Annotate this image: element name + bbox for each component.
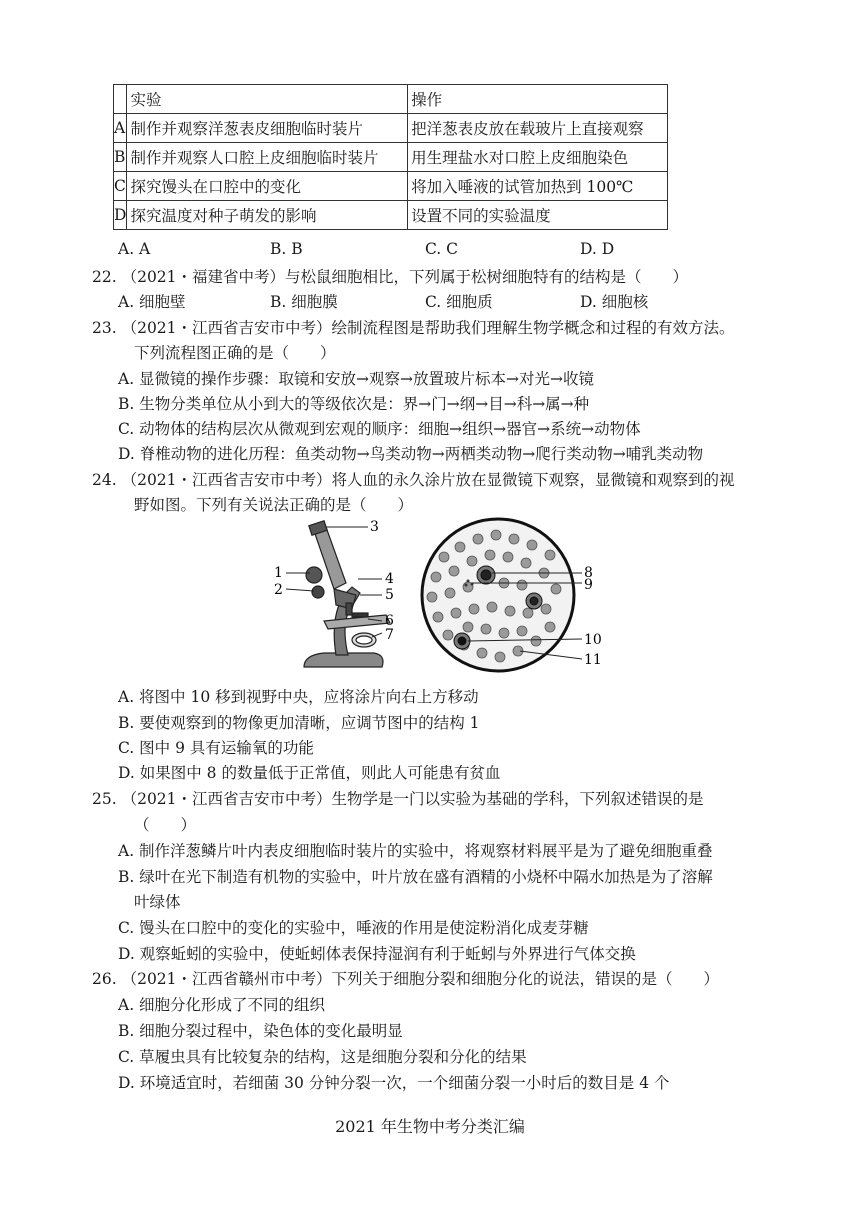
q22-option-c: C. 细胞质: [425, 293, 493, 311]
figure-label-6: 6: [385, 613, 394, 629]
table-header-operation: 操作: [408, 85, 668, 114]
microscope-icon: [304, 521, 390, 667]
table-cell-experiment: 探究馒头在口腔中的变化: [127, 172, 408, 201]
q21-option-d: D. D: [580, 240, 615, 258]
q26-stem: 26. （2021・江西省赣州市中考）下列关于细胞分裂和细胞分化的说法，错误的是（ ）: [92, 970, 720, 988]
q22-stem: 22. （2021・福建省中考）与松鼠细胞相比，下列属于松树细胞特有的结构是（ ）: [92, 268, 689, 286]
q26-option-a: A. 细胞分化形成了不同的组织: [118, 996, 326, 1014]
figure-label-7: 7: [385, 627, 394, 643]
table-cell-key: B: [114, 143, 127, 172]
q25-option-b-cont: 叶绿体: [134, 893, 181, 911]
q23-option-a: A. 显微镜的操作步骤：取镜和安放→观察→放置玻片标本→对光→收镜: [118, 370, 594, 388]
table-cell-operation: 将加入唾液的试管加热到 100℃: [408, 172, 668, 201]
table-header-key: [114, 85, 127, 114]
figure-label-1: 1: [274, 565, 283, 581]
figure-label-2: 2: [274, 582, 283, 598]
table-header-row: [114, 85, 668, 114]
q23-stem-line2: 下列流程图正确的是（ ）: [134, 344, 336, 362]
table-cell-experiment: 制作并观察人口腔上皮细胞临时装片: [127, 143, 408, 172]
q26-option-b: B. 细胞分裂过程中，染色体的变化最明显: [118, 1022, 403, 1040]
table-row: [114, 201, 668, 230]
table-cell-key: D: [114, 201, 127, 230]
q21-option-b: B. B: [270, 240, 303, 258]
q24-option-b: B. 要使观察到的物像更加清晰，应调节图中的结构 1: [118, 714, 480, 732]
table-cell-operation: 用生理盐水对口腔上皮细胞染色: [408, 143, 668, 172]
experiment-table: [113, 84, 668, 230]
q25-stem-line2: （ ）: [134, 816, 197, 834]
q25-option-d: D. 观察蚯蚓的实验中，使蚯蚓体表保持湿润有利于蚯蚓与外界进行气体交换: [118, 945, 636, 963]
table-cell-experiment: 制作并观察洋葱表皮细胞临时装片: [127, 114, 408, 143]
q24-stem-line2: 野如图。下列有关说法正确的是（ ）: [134, 496, 414, 514]
table-cell-experiment: 探究温度对种子萌发的影响: [127, 201, 408, 230]
table-cell-key: C: [114, 172, 127, 201]
q25-option-c: C. 馒头在口腔中的变化的实验中，唾液的作用是使淀粉消化成麦芽糖: [118, 919, 589, 937]
table-row: [114, 172, 668, 201]
q22-option-b: B. 细胞膜: [270, 293, 338, 311]
table-row: [114, 143, 668, 172]
table-cell-operation: 设置不同的实验温度: [408, 201, 668, 230]
table-cell-key: A: [114, 114, 127, 143]
q25-option-a: A. 制作洋葱鳞片叶内表皮细胞临时装片的实验中，将观察材料展平是为了避免细胞重叠: [118, 842, 713, 860]
table-header-experiment: 实验: [127, 85, 408, 114]
figure-label-4: 4: [385, 571, 394, 587]
microscope-figure: [264, 517, 604, 677]
q22-option-d: D. 细胞核: [580, 293, 649, 311]
q23-option-d: D. 脊椎动物的进化历程：鱼类动物→鸟类动物→两栖类动物→爬行类动物→哺乳类动物: [118, 445, 704, 463]
q25-option-b: B. 绿叶在光下制造有机物的实验中，叶片放在盛有酒精的小烧杯中隔水加热是为了溶解: [118, 868, 713, 886]
figure-label-8: 8: [584, 565, 593, 581]
q26-option-d: D. 环境适宜时，若细菌 30 分钟分裂一次，一个细菌分裂一小时后的数目是 4 个: [118, 1074, 670, 1092]
q25-stem-line1: 25. （2021・江西省吉安市中考）生物学是一门以实验为基础的学科，下列叙述错误的是: [92, 790, 704, 808]
q24-option-a: A. 将图中 10 移到视野中央，应将涂片向右上方移动: [118, 688, 479, 706]
q23-option-c: C. 动物体的结构层次从微观到宏观的顺序：细胞→组织→器官→系统→动物体: [118, 420, 641, 438]
table-cell-operation: 把洋葱表皮放在载玻片上直接观察: [408, 114, 668, 143]
table-row: [114, 114, 668, 143]
figure-label-10: 10: [584, 632, 602, 648]
q21-option-a: A. A: [118, 240, 151, 258]
field-of-view: [422, 519, 574, 671]
q24-option-d: D. 如果图中 8 的数量低于正常值，则此人可能患有贫血: [118, 764, 501, 782]
page-footer: 2021 年生物中考分类汇编: [335, 1117, 525, 1136]
figure-label-9: 9: [584, 577, 593, 593]
q23-stem-line1: 23. （2021・江西省吉安市中考）绘制流程图是帮助我们理解生物学概念和过程的有效方法。: [92, 319, 735, 337]
q26-option-c: C. 草履虫具有比较复杂的结构，这是细胞分裂和分化的结果: [118, 1048, 527, 1066]
q23-option-b: B. 生物分类单位从小到大的等级依次是：界→门→纲→目→科→属→种: [118, 395, 590, 413]
figure-label-3: 3: [370, 519, 379, 535]
q24-stem-line1: 24. （2021・江西省吉安市中考）将人血的永久涂片放在显微镜下观察，显微镜和观察到的视: [92, 471, 735, 489]
q22-option-a: A. 细胞壁: [118, 293, 186, 311]
q21-option-c: C. C: [425, 240, 459, 258]
figure-label-11: 11: [584, 652, 602, 668]
figure-label-5: 5: [385, 587, 394, 603]
q24-option-c: C. 图中 9 具有运输氧的功能: [118, 739, 314, 757]
